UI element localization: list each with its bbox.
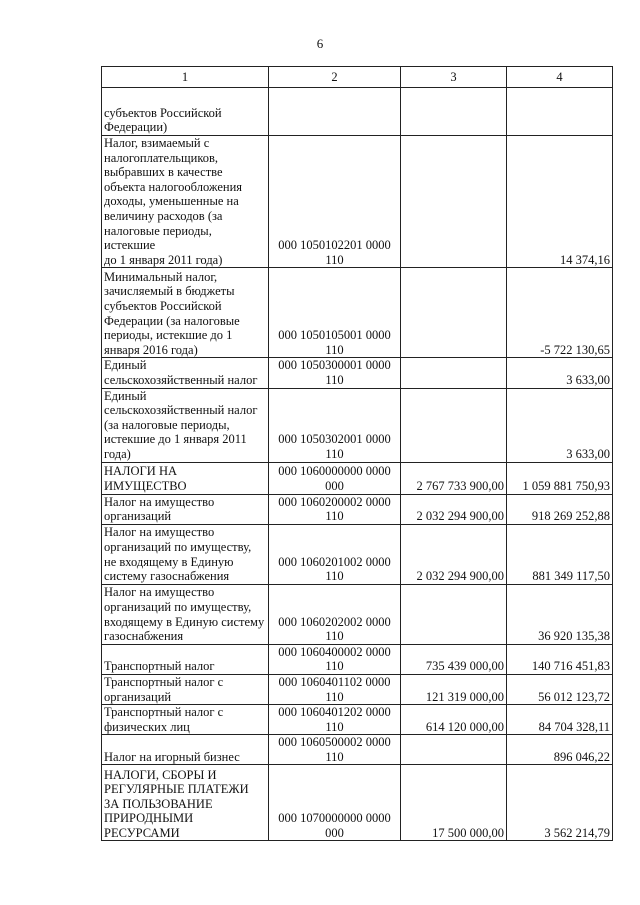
row-name-cell	[102, 462, 269, 494]
table-row	[102, 388, 613, 462]
table-row	[102, 494, 613, 524]
row-name-line: организаций по имуществу,	[104, 539, 252, 554]
row-name-line: зачисляемый в бюджеты	[104, 284, 235, 299]
row-plan-cell: 614 120 000,00	[401, 705, 507, 735]
row-name-line: налогоплательщиков,	[104, 150, 219, 165]
row-name-cell	[102, 705, 269, 735]
row-name-cell	[102, 88, 269, 136]
row-name-line: ИМУЩЕСТВО	[104, 478, 187, 493]
row-name-cell	[102, 388, 269, 462]
table-row	[102, 765, 613, 841]
row-name-line: величину расходов (за	[104, 208, 223, 223]
row-code-line: 110	[325, 689, 344, 704]
row-name-line: входящему в Единую систему	[104, 614, 265, 629]
column-header-3: 3	[401, 67, 507, 88]
row-code-line: 000 1060500002 0000	[278, 735, 391, 750]
row-plan-cell: 121 319 000,00	[401, 674, 507, 704]
table-row	[102, 462, 613, 494]
table-row	[102, 644, 613, 674]
row-code-line: 000 1060401102 0000	[278, 674, 391, 689]
row-name-cell	[102, 136, 269, 268]
row-plan-cell	[401, 358, 507, 388]
row-fact-cell: 14 374,16	[507, 136, 613, 268]
row-name-cell	[102, 644, 269, 674]
table-row	[102, 136, 613, 268]
column-header-2: 2	[269, 67, 401, 88]
row-name-line: Налог на имущество	[104, 525, 215, 540]
row-name-cell	[102, 358, 269, 388]
row-code-line: 000 1050105001 0000	[278, 328, 391, 343]
row-name-cell	[102, 584, 269, 644]
row-name-line: систему газоснабжения	[104, 569, 230, 584]
row-name-cell	[102, 765, 269, 841]
row-name-line: Федерации (за налоговые	[104, 313, 240, 328]
row-name-line: января 2016 года)	[104, 342, 198, 357]
row-plan-cell: 2 767 733 900,00	[401, 462, 507, 494]
row-name-line: объекта налогообложения	[104, 179, 243, 194]
row-code-line: 000 1060202002 0000	[278, 614, 391, 629]
table-row	[102, 358, 613, 388]
row-code-cell	[269, 494, 401, 524]
row-code-cell	[269, 462, 401, 494]
row-code-cell	[269, 358, 401, 388]
row-fact-cell: 56 012 123,72	[507, 674, 613, 704]
table-row	[102, 584, 613, 644]
row-plan-cell: 2 032 294 900,00	[401, 524, 507, 584]
row-name-line: доходы, уменьшенные на	[104, 194, 239, 209]
row-code-line: 110	[325, 342, 344, 357]
row-code-line: 000 1050102201 0000	[278, 238, 391, 253]
row-name-line: ЗА ПОЛЬЗОВАНИЕ	[104, 796, 213, 811]
row-name-line: ПРИРОДНЫМИ	[104, 811, 194, 826]
column-header-1: 1	[102, 67, 269, 88]
table-row	[102, 674, 613, 704]
table-row	[102, 524, 613, 584]
row-name-cell	[102, 268, 269, 358]
row-code-cell	[269, 705, 401, 735]
row-fact-cell: 140 716 451,83	[507, 644, 613, 674]
row-code-cell	[269, 735, 401, 765]
row-fact-cell: 881 349 117,50	[507, 524, 613, 584]
budget-table	[101, 66, 613, 841]
row-name-line: (за налоговые периоды,	[104, 417, 230, 432]
row-name-cell	[102, 494, 269, 524]
row-name-line: Транспортный налог	[104, 659, 215, 674]
row-name-line: сельскохозяйственный налог	[104, 372, 258, 387]
row-name-line: организаций	[104, 509, 172, 524]
header-row	[102, 67, 613, 88]
row-code-line: 110	[325, 629, 344, 644]
row-plan-cell	[401, 584, 507, 644]
row-plan-cell: 2 032 294 900,00	[401, 494, 507, 524]
row-fact-cell: 36 920 135,38	[507, 584, 613, 644]
row-code-line: 110	[325, 509, 344, 524]
column-header-4: 4	[507, 67, 613, 88]
row-name-line: НАЛОГИ, СБОРЫ И	[104, 767, 217, 782]
row-name-line: газоснабжения	[104, 629, 184, 644]
row-plan-cell: 17 500 000,00	[401, 765, 507, 841]
row-name-line: не входящему в Единую	[104, 554, 234, 569]
row-code-line: 110	[325, 372, 344, 387]
row-code-line: 110	[325, 252, 344, 267]
row-name-line: Транспортный налог с	[104, 674, 224, 689]
row-code-cell	[269, 674, 401, 704]
row-name-line: Налог на игорный бизнес	[104, 749, 240, 764]
table-row	[102, 705, 613, 735]
row-name-line: сельскохозяйственный налог	[104, 403, 258, 418]
row-name-line: года)	[104, 446, 131, 461]
row-name-line: Единый	[104, 358, 147, 373]
row-name-line: Минимальный налог,	[104, 269, 218, 284]
row-code-line: 000 1060400002 0000	[278, 644, 391, 659]
row-code-cell	[269, 136, 401, 268]
row-fact-cell: 3 562 214,79	[507, 765, 613, 841]
row-name-line: НАЛОГИ НА	[104, 464, 177, 479]
table-row	[102, 268, 613, 358]
row-name-line: Налог, взимаемый с	[104, 136, 210, 150]
row-name-line: периоды, истекшие до 1	[104, 328, 233, 343]
row-name-line: налоговые периоды, истекшие	[104, 223, 212, 253]
row-name-line: физических лиц	[104, 719, 190, 734]
row-name-line: организаций	[104, 689, 172, 704]
row-plan-cell: 735 439 000,00	[401, 644, 507, 674]
row-name-line: организаций по имуществу,	[104, 599, 252, 614]
row-fact-cell: 3 633,00	[507, 358, 613, 388]
row-name-line: Федерации)	[104, 120, 168, 135]
row-name-line: субъектов Российской	[104, 298, 222, 313]
row-name-line: Единый	[104, 388, 147, 403]
row-name-line: РЕСУРСАМИ	[104, 825, 180, 840]
row-code-cell	[269, 765, 401, 841]
row-name-line: Налог на имущество	[104, 585, 215, 600]
row-code-line: 000 1050300001 0000	[278, 358, 391, 373]
row-code-cell	[269, 88, 401, 136]
row-name-line: РЕГУЛЯРНЫЕ ПЛАТЕЖИ	[104, 782, 249, 797]
row-code-line: 000 1070000000 0000	[278, 811, 391, 826]
row-fact-cell: 1 059 881 750,93	[507, 462, 613, 494]
row-name-cell	[102, 524, 269, 584]
row-code-line: 000 1060401202 0000	[278, 705, 391, 720]
row-code-cell	[269, 584, 401, 644]
row-plan-cell	[401, 88, 507, 136]
row-code-line: 110	[325, 446, 344, 461]
row-code-cell	[269, 644, 401, 674]
page-number: 6	[316, 36, 324, 51]
row-code-line: 000 1060200002 0000	[278, 494, 391, 509]
row-fact-cell: 84 704 328,11	[507, 705, 613, 735]
row-code-line: 000 1060201002 0000	[278, 554, 391, 569]
row-code-line: 110	[325, 569, 344, 584]
row-code-line: 000 1060000000 0000	[278, 464, 391, 479]
row-plan-cell	[401, 735, 507, 765]
row-name-cell	[102, 735, 269, 765]
row-name-line: выбравших в качестве	[104, 165, 223, 180]
row-code-line: 000 1050302001 0000	[278, 432, 391, 447]
row-name-line: Транспортный налог с	[104, 705, 224, 720]
row-code-cell	[269, 268, 401, 358]
table-row	[102, 735, 613, 765]
row-plan-cell	[401, 388, 507, 462]
row-code-line: 000	[325, 478, 344, 493]
row-name-line: субъектов Российской	[104, 105, 222, 120]
row-fact-cell: 896 046,22	[507, 735, 613, 765]
row-code-line: 110	[325, 659, 344, 674]
row-fact-cell: -5 722 130,65	[507, 268, 613, 358]
row-fact-cell: 3 633,00	[507, 388, 613, 462]
row-code-line: 110	[325, 749, 344, 764]
row-code-line: 110	[325, 719, 344, 734]
row-name-line: Налог на имущество	[104, 494, 215, 509]
row-name-line: истекшие до 1 января 2011	[104, 432, 247, 447]
row-fact-cell: 918 269 252,88	[507, 494, 613, 524]
row-code-line: 000	[325, 825, 344, 840]
row-name-line: до 1 января 2011 года)	[104, 252, 223, 267]
row-fact-cell	[507, 88, 613, 136]
row-code-cell	[269, 524, 401, 584]
row-code-cell	[269, 388, 401, 462]
table-row	[102, 88, 613, 136]
row-name-cell	[102, 674, 269, 704]
row-plan-cell	[401, 136, 507, 268]
row-plan-cell	[401, 268, 507, 358]
